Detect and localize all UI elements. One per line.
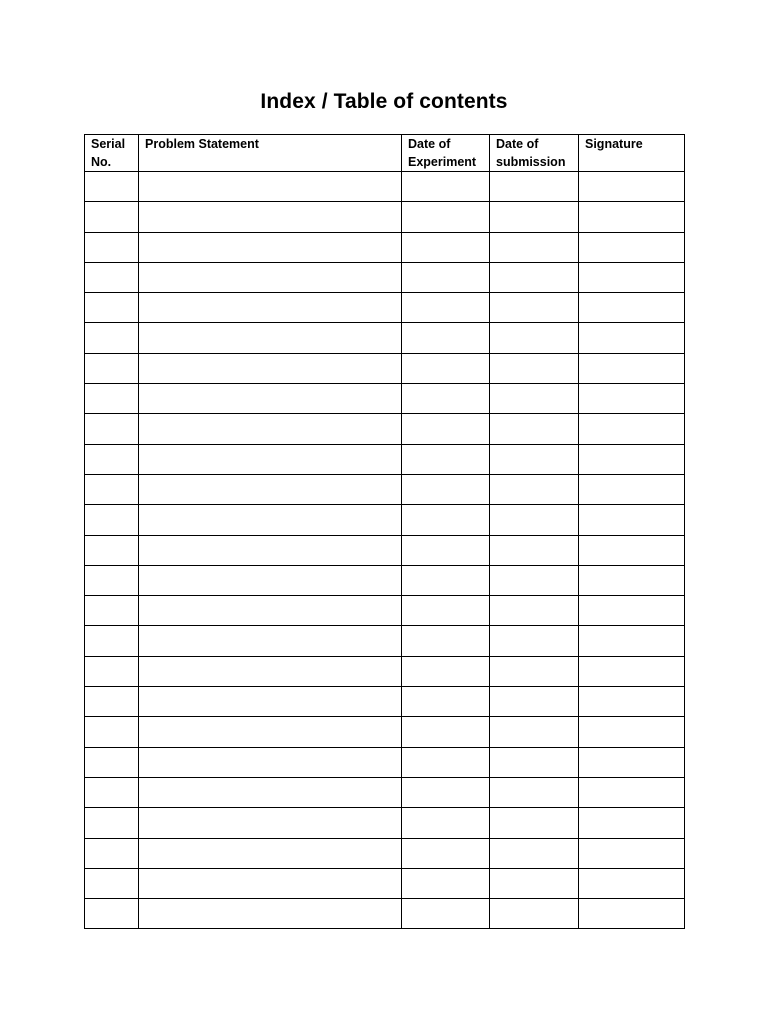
cell-date-of-submission	[490, 868, 579, 898]
table-row	[85, 777, 685, 807]
cell-signature	[579, 596, 685, 626]
cell-date-of-submission	[490, 747, 579, 777]
cell-date-of-submission	[490, 535, 579, 565]
cell-date-of-submission	[490, 626, 579, 656]
cell-problem-statement	[139, 293, 402, 323]
cell-problem-statement	[139, 838, 402, 868]
cell-problem-statement	[139, 414, 402, 444]
cell-date-of-experiment	[402, 868, 490, 898]
cell-date-of-submission	[490, 899, 579, 929]
cell-serial-no	[85, 626, 139, 656]
cell-problem-statement	[139, 687, 402, 717]
cell-problem-statement	[139, 505, 402, 535]
header-signature: Signature	[579, 135, 685, 172]
cell-signature	[579, 444, 685, 474]
table-row	[85, 747, 685, 777]
cell-problem-statement	[139, 777, 402, 807]
cell-signature	[579, 172, 685, 202]
cell-signature	[579, 747, 685, 777]
cell-signature	[579, 262, 685, 292]
cell-problem-statement	[139, 353, 402, 383]
cell-serial-no	[85, 262, 139, 292]
cell-serial-no	[85, 323, 139, 353]
table-row	[85, 414, 685, 444]
table-row	[85, 353, 685, 383]
cell-problem-statement	[139, 656, 402, 686]
cell-problem-statement	[139, 384, 402, 414]
cell-date-of-submission	[490, 656, 579, 686]
table-row	[85, 535, 685, 565]
header-serial-no: Serial No.	[85, 135, 139, 172]
cell-date-of-experiment	[402, 687, 490, 717]
cell-serial-no	[85, 474, 139, 504]
cell-signature	[579, 656, 685, 686]
cell-date-of-experiment	[402, 474, 490, 504]
cell-date-of-submission	[490, 444, 579, 474]
cell-problem-statement	[139, 868, 402, 898]
cell-signature	[579, 838, 685, 868]
table-row	[85, 232, 685, 262]
cell-signature	[579, 565, 685, 595]
cell-serial-no	[85, 838, 139, 868]
cell-date-of-submission	[490, 808, 579, 838]
cell-date-of-experiment	[402, 202, 490, 232]
cell-signature	[579, 868, 685, 898]
table-row	[85, 323, 685, 353]
table-row	[85, 474, 685, 504]
cell-date-of-experiment	[402, 172, 490, 202]
cell-date-of-submission	[490, 293, 579, 323]
cell-serial-no	[85, 505, 139, 535]
table-row	[85, 717, 685, 747]
cell-date-of-experiment	[402, 626, 490, 656]
table-row	[85, 293, 685, 323]
table-body	[85, 172, 685, 929]
cell-problem-statement	[139, 444, 402, 474]
cell-date-of-submission	[490, 474, 579, 504]
header-date-of-experiment: Date of Experiment	[402, 135, 490, 172]
cell-problem-statement	[139, 717, 402, 747]
cell-problem-statement	[139, 747, 402, 777]
cell-serial-no	[85, 717, 139, 747]
cell-date-of-submission	[490, 838, 579, 868]
cell-problem-statement	[139, 899, 402, 929]
cell-date-of-experiment	[402, 293, 490, 323]
cell-date-of-experiment	[402, 596, 490, 626]
cell-signature	[579, 353, 685, 383]
cell-date-of-experiment	[402, 565, 490, 595]
cell-date-of-submission	[490, 202, 579, 232]
cell-date-of-submission	[490, 687, 579, 717]
cell-signature	[579, 626, 685, 656]
cell-serial-no	[85, 899, 139, 929]
cell-date-of-submission	[490, 565, 579, 595]
table-row	[85, 202, 685, 232]
cell-serial-no	[85, 777, 139, 807]
cell-problem-statement	[139, 262, 402, 292]
cell-date-of-experiment	[402, 717, 490, 747]
cell-signature	[579, 777, 685, 807]
cell-problem-statement	[139, 172, 402, 202]
cell-date-of-experiment	[402, 323, 490, 353]
table-row	[85, 899, 685, 929]
cell-date-of-experiment	[402, 808, 490, 838]
cell-date-of-submission	[490, 717, 579, 747]
cell-date-of-submission	[490, 323, 579, 353]
table-row	[85, 505, 685, 535]
cell-serial-no	[85, 868, 139, 898]
table-row	[85, 384, 685, 414]
cell-problem-statement	[139, 808, 402, 838]
cell-signature	[579, 293, 685, 323]
cell-problem-statement	[139, 232, 402, 262]
cell-serial-no	[85, 172, 139, 202]
cell-date-of-submission	[490, 414, 579, 444]
cell-serial-no	[85, 596, 139, 626]
cell-serial-no	[85, 202, 139, 232]
cell-serial-no	[85, 656, 139, 686]
cell-date-of-submission	[490, 384, 579, 414]
index-table	[84, 134, 685, 929]
cell-signature	[579, 323, 685, 353]
cell-date-of-experiment	[402, 899, 490, 929]
cell-serial-no	[85, 565, 139, 595]
table-header-row	[85, 135, 685, 172]
table-row	[85, 626, 685, 656]
cell-serial-no	[85, 353, 139, 383]
cell-problem-statement	[139, 202, 402, 232]
cell-signature	[579, 202, 685, 232]
cell-serial-no	[85, 232, 139, 262]
cell-date-of-submission	[490, 172, 579, 202]
page-title: Index / Table of contents	[260, 90, 508, 113]
table-row	[85, 444, 685, 474]
cell-date-of-experiment	[402, 232, 490, 262]
cell-date-of-experiment	[402, 777, 490, 807]
table-row	[85, 172, 685, 202]
table-row	[85, 868, 685, 898]
cell-signature	[579, 474, 685, 504]
cell-date-of-experiment	[402, 505, 490, 535]
cell-problem-statement	[139, 596, 402, 626]
cell-date-of-experiment	[402, 838, 490, 868]
cell-serial-no	[85, 384, 139, 414]
cell-date-of-experiment	[402, 535, 490, 565]
cell-problem-statement	[139, 535, 402, 565]
cell-serial-no	[85, 444, 139, 474]
cell-problem-statement	[139, 323, 402, 353]
cell-date-of-experiment	[402, 747, 490, 777]
cell-serial-no	[85, 808, 139, 838]
cell-date-of-submission	[490, 262, 579, 292]
cell-serial-no	[85, 293, 139, 323]
cell-serial-no	[85, 687, 139, 717]
cell-signature	[579, 717, 685, 747]
cell-problem-statement	[139, 626, 402, 656]
cell-date-of-submission	[490, 596, 579, 626]
table-row	[85, 808, 685, 838]
cell-signature	[579, 505, 685, 535]
cell-signature	[579, 384, 685, 414]
table-row	[85, 565, 685, 595]
cell-date-of-experiment	[402, 353, 490, 383]
cell-signature	[579, 899, 685, 929]
cell-signature	[579, 232, 685, 262]
table-row	[85, 596, 685, 626]
header-problem-statement: Problem Statement	[139, 135, 402, 172]
cell-signature	[579, 808, 685, 838]
table-row	[85, 687, 685, 717]
table-row	[85, 838, 685, 868]
cell-date-of-experiment	[402, 414, 490, 444]
cell-signature	[579, 687, 685, 717]
table-row	[85, 656, 685, 686]
cell-date-of-experiment	[402, 384, 490, 414]
cell-date-of-submission	[490, 232, 579, 262]
table-row	[85, 262, 685, 292]
cell-serial-no	[85, 414, 139, 444]
cell-date-of-experiment	[402, 262, 490, 292]
cell-serial-no	[85, 747, 139, 777]
cell-date-of-experiment	[402, 656, 490, 686]
cell-problem-statement	[139, 565, 402, 595]
cell-problem-statement	[139, 474, 402, 504]
cell-serial-no	[85, 535, 139, 565]
cell-date-of-submission	[490, 505, 579, 535]
header-date-of-submission: Date of submission	[490, 135, 579, 172]
cell-date-of-submission	[490, 777, 579, 807]
cell-date-of-submission	[490, 353, 579, 383]
cell-date-of-experiment	[402, 444, 490, 474]
cell-signature	[579, 535, 685, 565]
cell-signature	[579, 414, 685, 444]
